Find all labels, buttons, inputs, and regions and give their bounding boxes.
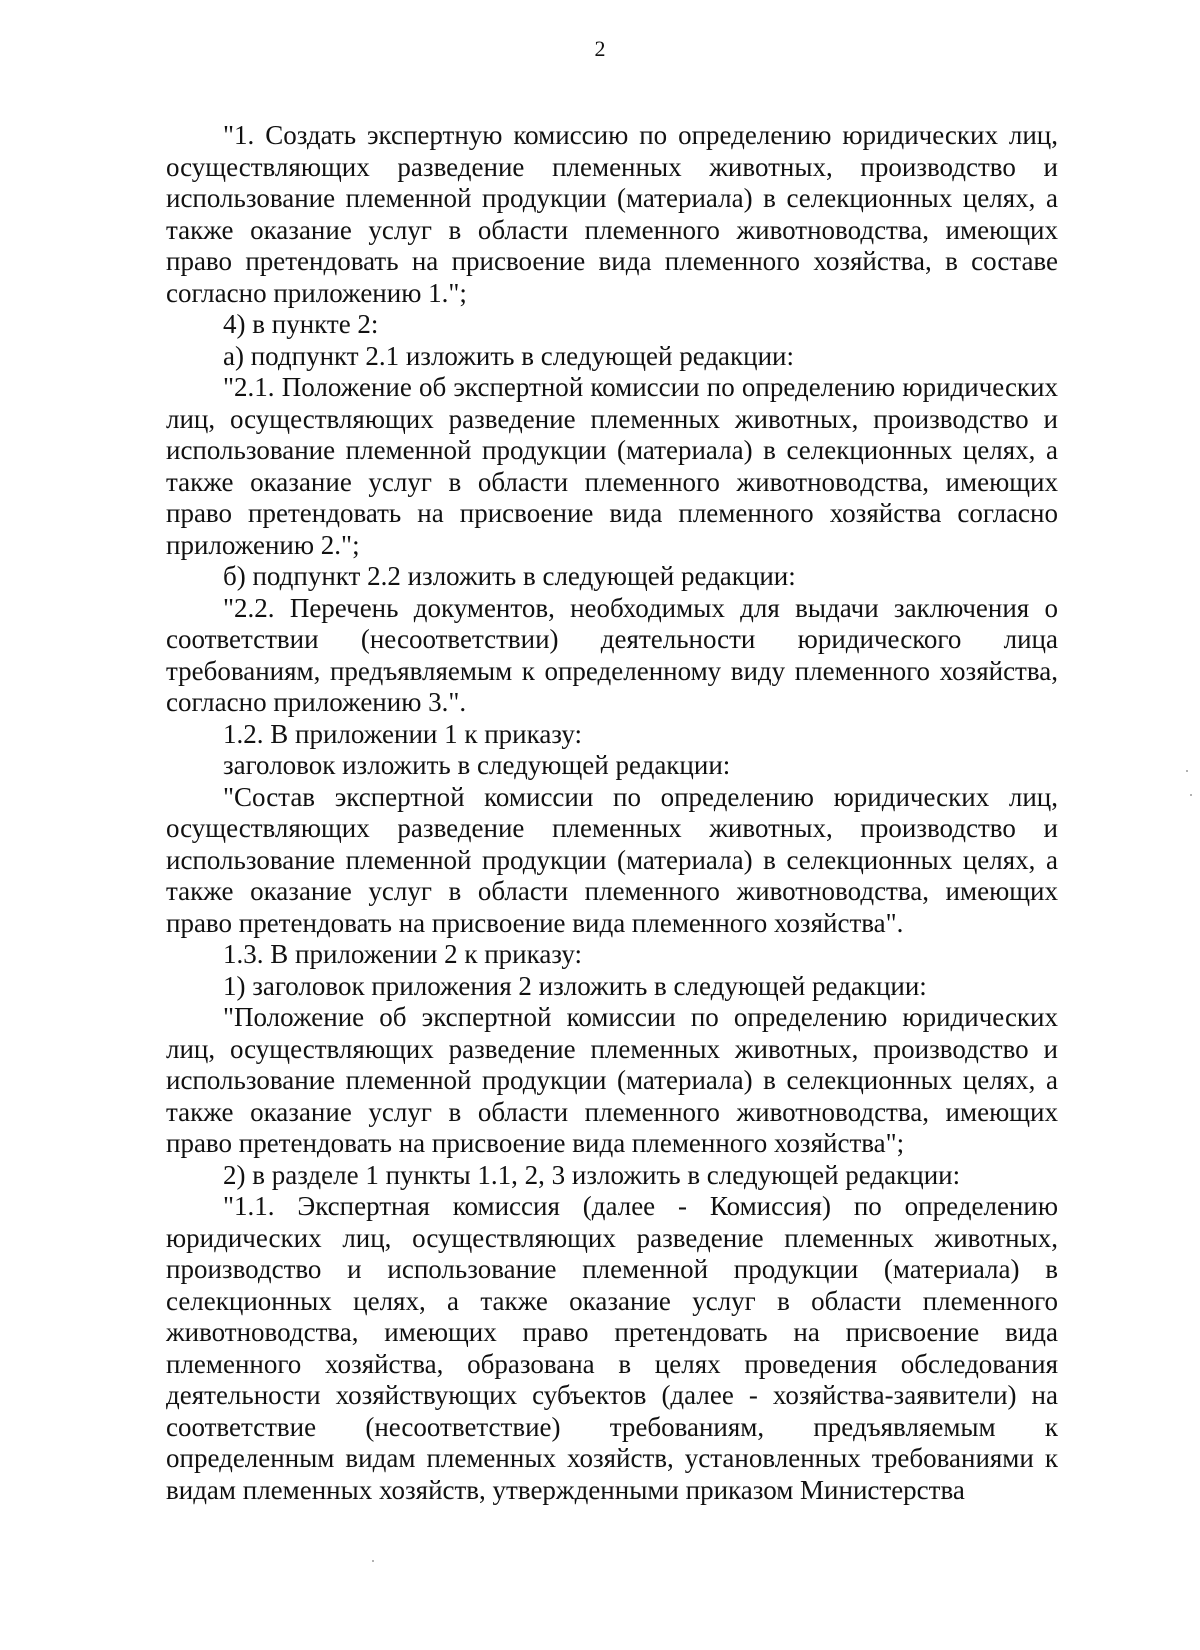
paragraph-appendix-2-heading: 1) заголовок приложения 2 изложить в следующей редакции:	[223, 970, 927, 1001]
paragraph-regulation-title: "Положение об экспертной комиссии по определению юридических лиц, осуществляющих разведение племенных животных, производство и использование племенной продукции (материала) в селекционных целях, а также оказание услуг в области племенного животноводства, имеющих право претендовать на присвоение вида племенного хозяйства";	[166, 1002, 1058, 1158]
paragraph-clause-2-1: "2.1. Положение об экспертной комиссии по определению юридических лиц, осуществляющих разведение племенных животных, производство и использование племенной продукции (материала) в селекционных целях, а также оказание услуг в области племенного животноводства, имеющих право претендовать на присвоение вида племенного хозяйства согласно приложению 2.";	[166, 372, 1058, 560]
paragraph-section-1-3: 1.3. В приложении 2 к приказу:	[223, 939, 583, 969]
paragraph-heading-instruction: заголовок изложить в следующей редакции:	[223, 750, 731, 780]
paragraph-composition-title: "Состав экспертной комиссии по определению юридических лиц, осуществляющих разведение племенных животных, производство и использование племенной продукции (материала) в селекционных целях, а также оказание услуг в области племенного животноводства, имеющих право претендовать на присвоение вида племенного хозяйства".	[166, 781, 1058, 938]
paragraph-section-1-2: 1.2. В приложении 1 к приказу:	[223, 718, 583, 749]
paragraph-item-1-commission: "1. Создать экспертную комиссию по определению юридических лиц, осуществляющих разведение племенных животных, производство и использование племенной продукции (материала) в селекционных целях, а также оказание услуг в области племенного животноводства, имеющих право претендовать на присвоение вида племенного хозяйства, в составе согласно приложению 1.";	[166, 120, 1058, 308]
scan-speck-right	[1186, 770, 1188, 772]
paragraph-subpoint-b: б) подпункт 2.2 изложить в следующей редакции:	[223, 561, 796, 591]
paragraph-clause-1-1: "1.1. Экспертная комиссия (далее - Комиссия) по определению юридических лиц, осуществляющих разведение племенных животных, производство и использование племенной продукции (материала) в селекционных целях, а также оказание услуг в области племенного животноводства, имеющих право претендовать на присвоение вида племенного хозяйства, образована в целях проведения обследования деятельности хозяйствующих субъектов (далее - хозяйства-заявители) на соответствие (несоответствие) требованиям, предъявляемым к определенным видам племенных хозяйств, установленных требованиями к видам племенных хозяйств, утвержденными приказом Министерства	[166, 1191, 1058, 1505]
paragraph-subpoint-a: а) подпункт 2.1 изложить в следующей редакции:	[223, 340, 795, 371]
paragraph-clause-2-2: "2.2. Перечень документов, необходимых для выдачи заключения о соответствии (несоответствии) деятельности юридического лица требованиям, предъявляемым к определенному виду племенного хозяйства, согласно приложению 3.".	[166, 592, 1058, 717]
paragraph-section-1-points: 2) в разделе 1 пункты 1.1, 2, 3 изложить в следующей редакции:	[223, 1159, 961, 1190]
document-body	[166, 120, 1058, 1506]
page-number: 2	[594, 36, 606, 61]
scan-speck-right-lower	[1190, 794, 1192, 796]
paragraph-point-4: 4) в пункте 2:	[223, 309, 379, 339]
scan-speck-bottom	[372, 1560, 374, 1562]
